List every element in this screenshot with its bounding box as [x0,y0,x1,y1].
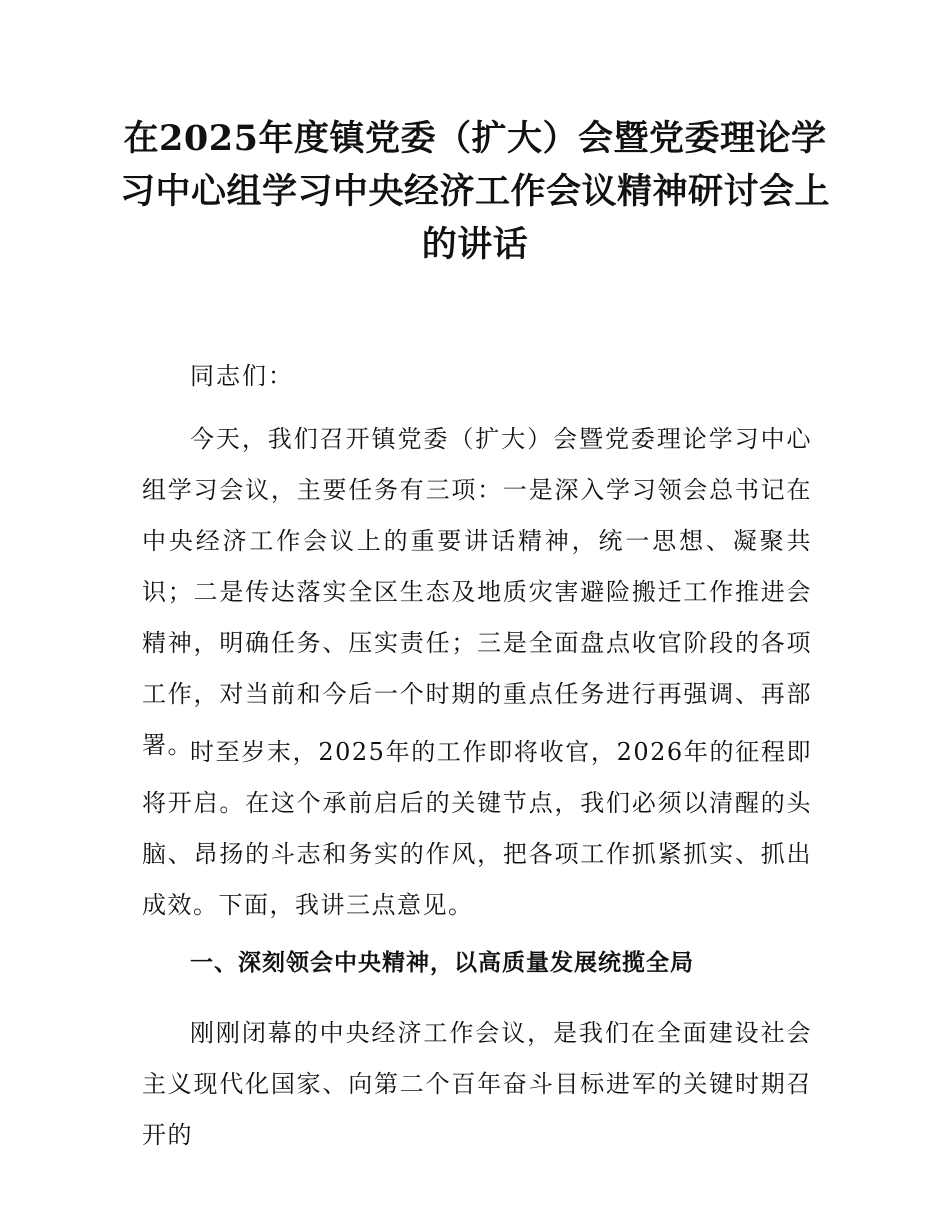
salutation: 同志们： [190,362,294,390]
paragraph-year-end: 时至岁末，2025年的工作即将收官，2026年的征程即将开启。在这个承前启后的关键节点，我们必须以清醒的头脑、昂扬的斗志和务实的作风，把各项工作抓紧抓实、抓出成效。下面，我讲三点意见。 [142,738,812,919]
paragraph-intro: 今天，我们召开镇党委（扩大）会暨党委理论学习中心组学习会议，主要任务有三项：一是深入学习领会总书记在中央经济工作会议上的重要讲话精神，统一思想、凝聚共识；二是传达落实全区生态及地质灾害避险搬迁工作推进会精神，明确任务、压实责任；三是全面盘点收官阶段的各项工作，对当前和今后一个时期的重点任务进行再强调、再部署。 [142,425,812,759]
document-title: 在2025年度镇党委（扩大）会暨党委理论学习中心组学习中央经济工作会议精神研讨会上的讲话 [120,118,831,265]
section-heading: 一、深刻领会中央精神，以高质量发展统揽全局 [190,950,694,976]
paragraph-conference: 刚刚闭幕的中央经济工作会议，是我们在全面建设社会主义现代化国家、向第二个百年奋斗目标进军的关键时期召开的 [142,1019,812,1149]
